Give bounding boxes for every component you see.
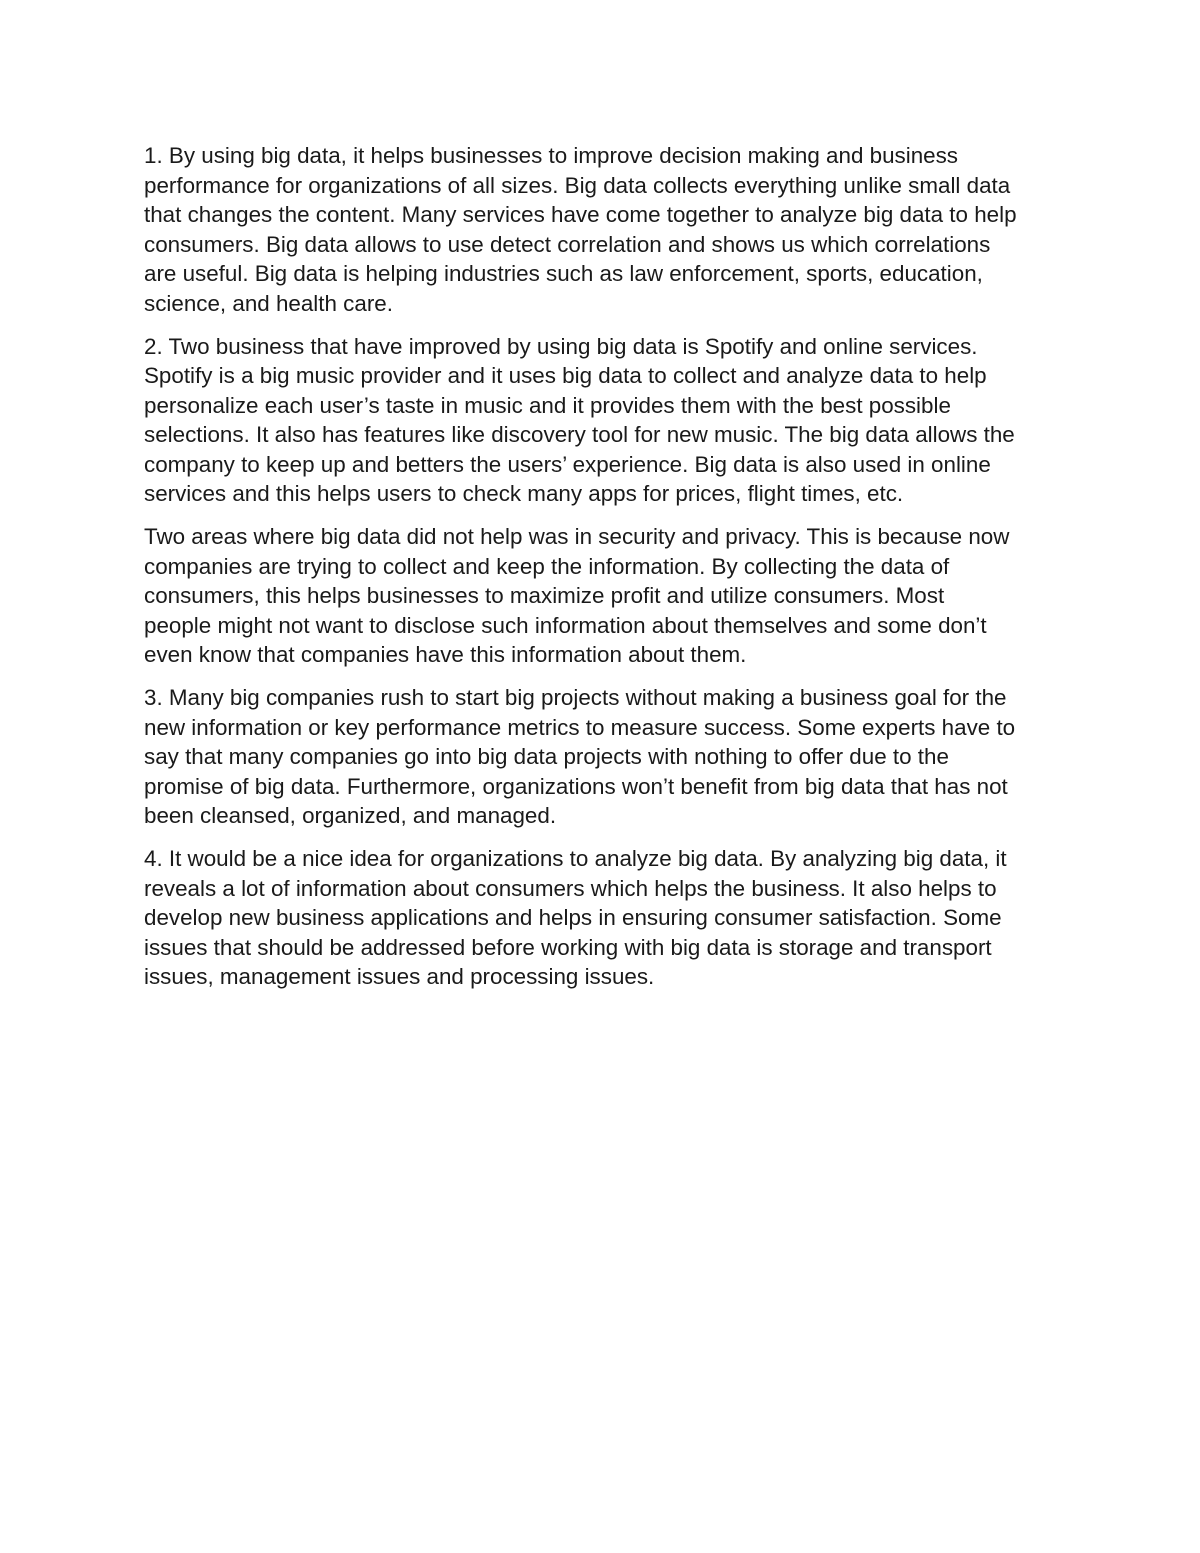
paragraph-line: companies are trying to collect and keep the information. By collecting the data of (144, 553, 950, 579)
paragraph-line: people might not want to disclose such information about themselves and some don’t (144, 612, 987, 638)
paragraph-5 (144, 844, 1074, 992)
paragraph-line: even know that companies have this information about them. (144, 642, 747, 667)
paragraph-3 (144, 522, 1074, 670)
paragraph-line: 4. It would be a nice idea for organizations to analyze big data. By analyzing big data, it (144, 846, 1007, 871)
paragraph-line: consumers, this helps businesses to maximize profit and utilize consumers. Most (144, 583, 945, 608)
paragraph-line: issues that should be addressed before working with big data is storage and transport (144, 934, 992, 960)
paragraph-line: personalize each user’s taste in music and it provides them with the best possible (144, 392, 951, 418)
paragraph-line: say that many companies go into big data projects with nothing to offer due to the (144, 744, 949, 769)
paragraph-line: been cleansed, organized, and managed. (144, 803, 557, 828)
paragraph-line: science, and health care. (144, 290, 393, 316)
paragraph-line: 3. Many big companies rush to start big projects without making a business goal for the (144, 685, 1007, 710)
paragraph-1 (144, 141, 1074, 318)
paragraph-line: company to keep up and betters the users’ experience. Big data is also used in online (144, 451, 991, 477)
paragraph-line: are useful. Big data is helping industries such as law enforcement, sports, education, (144, 261, 983, 286)
document-body (144, 141, 1074, 1005)
paragraph-line: consumers. Big data allows to use detect correlation and shows us which correlations (144, 231, 991, 257)
paragraph-line: promise of big data. Furthermore, organizations won’t benefit from big data that has not (144, 773, 1008, 799)
paragraph-2 (144, 332, 1074, 509)
paragraph-line: performance for organizations of all sizes. Big data collects everything unlike small data (144, 172, 1011, 198)
paragraph-line: Two areas where big data did not help was in security and privacy. This is because now (144, 524, 1010, 549)
paragraph-line: issues, management issues and processing issues. (144, 964, 655, 989)
paragraph-line: selections. It also has features like discovery tool for new music. The big data allows the (144, 422, 1015, 447)
paragraph-4 (144, 683, 1074, 831)
paragraph-line: new information or key performance metrics to measure success. Some experts have to (144, 714, 1016, 740)
paragraph-line: 2. Two business that have improved by using big data is Spotify and online services. (144, 333, 978, 359)
paragraph-line: 1. By using big data, it helps businesses to improve decision making and business (144, 143, 958, 168)
paragraph-line: develop new business applications and helps in ensuring consumer satisfaction. Some (144, 905, 1002, 930)
paragraph-line: that changes the content. Many services have come together to analyze big data to help (144, 202, 1017, 227)
paragraph-line: reveals a lot of information about consumers which helps the business. It also helps to (144, 875, 997, 901)
paragraph-line: services and this helps users to check many apps for prices, flight times, etc. (144, 481, 904, 506)
paragraph-line: Spotify is a big music provider and it uses big data to collect and analyze data to help (144, 363, 987, 388)
